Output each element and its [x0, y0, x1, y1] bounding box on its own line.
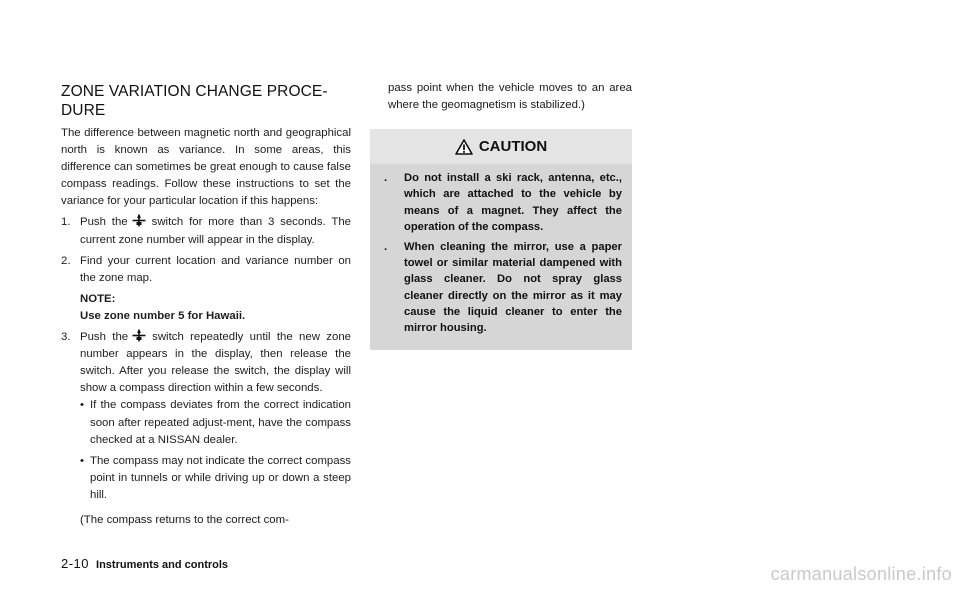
step-text-pre: Push the — [80, 216, 128, 229]
list-item — [80, 397, 351, 448]
page-number: 2-10 — [61, 556, 90, 571]
right-column — [370, 80, 632, 350]
watermark: carmanualsonline.info — [770, 564, 952, 584]
bullet-marker: • — [80, 399, 84, 412]
bullet-list — [80, 397, 351, 504]
left-column — [61, 82, 351, 540]
step-text-post: switch for more than 3 seconds. The current zone number will appear in the display. — [80, 216, 351, 246]
step-text — [80, 329, 351, 508]
step-1 — [61, 214, 351, 248]
step-text — [80, 253, 351, 325]
steps-list — [61, 214, 351, 508]
step-text-body: Find your current location and variance number on the zone map. — [80, 254, 351, 284]
step-number: 2. — [61, 254, 71, 267]
warning-triangle-icon — [455, 139, 473, 155]
caution-text: When cleaning the mirror, use a paper towel or similar material dampened with glass cleaner. Do not spray glass cleaner directly on the mirror as it may cause the liquid cleaner to enter the mirror housing. — [404, 241, 622, 335]
intro-paragraph: The difference between magnetic north and geographical north is known as variance. In some areas, this difference can sometimes be great enough to cause false compass readings. Follow these instructions to set the variance for your particular location if this happens: — [61, 127, 351, 208]
caution-marker: . — [384, 241, 388, 253]
step-text-pre: Push the — [80, 331, 129, 344]
step-number: 1. — [61, 216, 71, 229]
list-item — [384, 170, 622, 235]
bullet-text: The compass may not indicate the correct compass point in tunnels or while driving up or down a steep hill. — [90, 454, 351, 501]
parenthetical-note: (The compass returns to the correct com- — [80, 513, 289, 526]
section-heading: ZONE VARIATION CHANGE PROCE- DURE — [61, 83, 328, 119]
caution-header — [370, 129, 632, 164]
caution-box — [370, 129, 632, 350]
step-text — [80, 214, 351, 248]
note-text: Use zone number 5 for Hawaii. — [80, 309, 246, 322]
compass-switch-icon — [132, 329, 146, 342]
list-item — [80, 453, 351, 504]
caution-list — [370, 164, 632, 336]
step-3 — [61, 329, 351, 508]
compass-switch-icon — [132, 214, 146, 227]
step-2 — [61, 253, 351, 325]
bullet-marker: • — [80, 454, 84, 467]
caution-marker: . — [384, 172, 388, 185]
section-name: Instruments and controls — [96, 559, 229, 571]
note-label: NOTE: — [80, 292, 116, 305]
caution-text: Do not install a ski rack, antenna, etc., which are attached to the vehicle by means of a magnet. They affect the operation of the compass. — [404, 172, 622, 233]
list-item — [384, 239, 622, 336]
step-number: 3. — [61, 331, 71, 344]
bullet-text: If the compass deviates from the correct indication soon after repeated adjust-ment, have the compass checked at a NISSAN dealer. — [90, 399, 351, 446]
page-footer — [61, 556, 228, 571]
parenthetical-note-continued: pass point when the vehicle moves to an area where the geomagnetism is stabilized.) — [388, 82, 632, 112]
step-text-post: switch repeatedly until the new zone number appears in the display, then release the switch. After you release the switch, the display will show a compass direction within a few seconds. — [80, 331, 351, 395]
caution-title: CAUTION — [478, 138, 548, 156]
